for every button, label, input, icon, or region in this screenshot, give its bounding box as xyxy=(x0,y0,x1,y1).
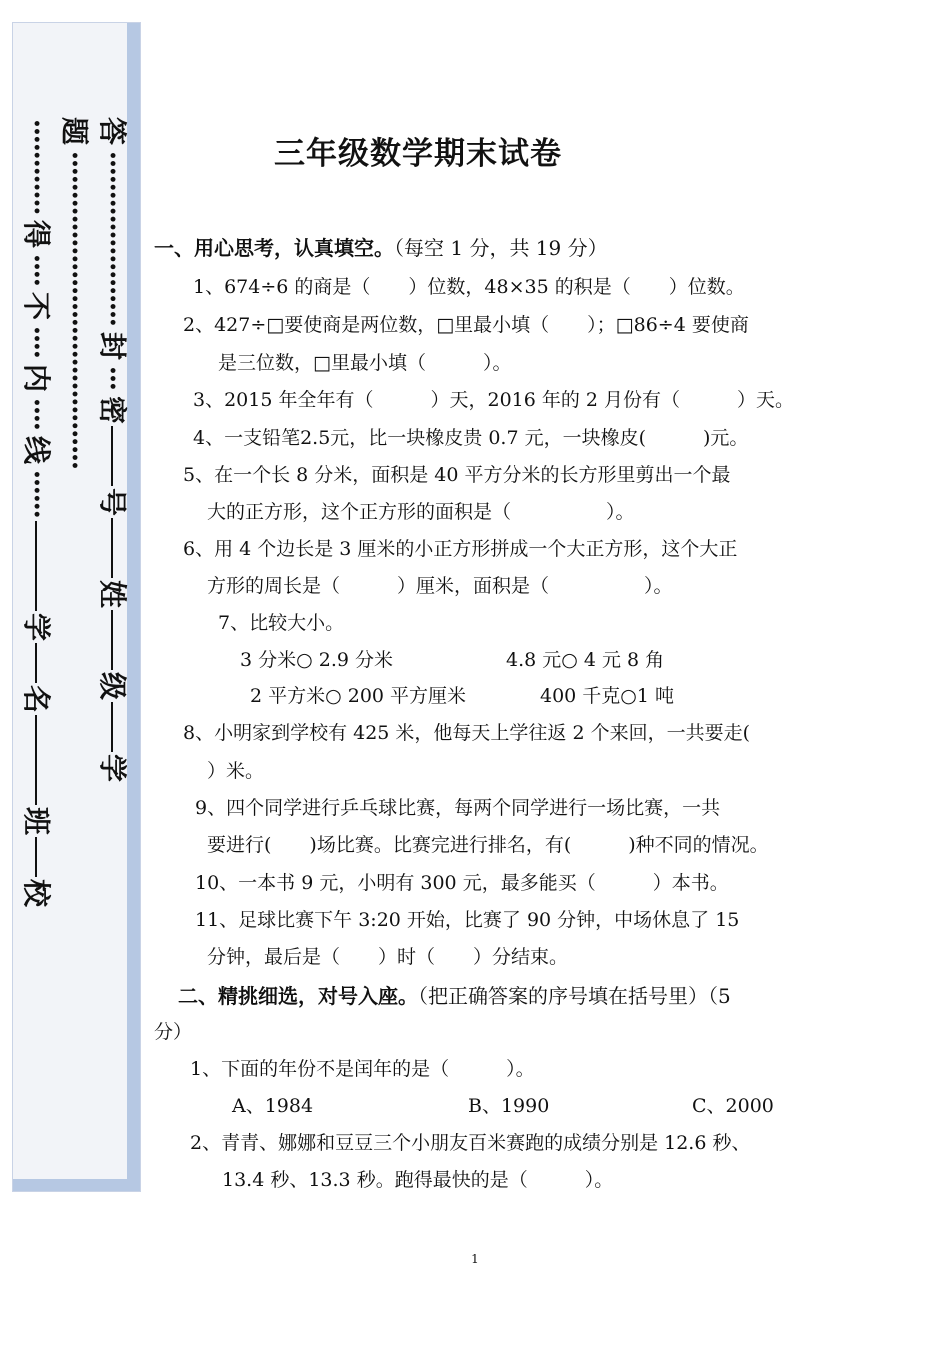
section-1-title: 一、用心思考，认真填空。 xyxy=(154,236,394,260)
section-2-title: 二、精挑细选，对号入座。 xyxy=(178,984,418,1008)
binding-char: 号 xyxy=(95,487,129,516)
binding-char: 线 xyxy=(19,435,53,464)
question-1-5-cont: 大的正方形，这个正方形的面积是（ ）。 xyxy=(207,501,635,523)
section-2-note: （把正确答案的序号填在括号里）（5 xyxy=(418,984,731,1008)
underline xyxy=(111,518,113,578)
dotted-line: •••••••••••••••••••••••••••••••••••••••• xyxy=(66,151,82,469)
question-1-3: 3、2015 年全年有（ ）天，2016 年的 2 月份有（ ）天。 xyxy=(193,389,795,411)
underline xyxy=(35,715,37,805)
binding-char: 级 xyxy=(95,671,129,700)
question-1-9-cont: 要进行( )场比赛。比赛完进行排名，有( )种不同的情况。 xyxy=(207,834,769,856)
page-number: 1 xyxy=(471,1252,479,1266)
option-b: B、1990 xyxy=(468,1095,550,1117)
binding-char: 密 xyxy=(95,395,129,424)
dotted-line: •••• xyxy=(28,326,44,358)
question-1-9: 9、四个同学进行乒乓球比赛，每两个同学进行一场比赛，一共 xyxy=(195,797,721,819)
question-1-8-cont: ）米。 xyxy=(207,760,265,782)
section-1-heading xyxy=(154,232,608,261)
question-1-8: 8、小明家到学校有 425 米，他每天上学往返 2 个来回，一共要走( xyxy=(183,722,751,744)
dotted-line: •••••••••••••••••••••• xyxy=(104,151,120,326)
question-1-11: 11、足球比赛下午 3:20 开始，比赛了 90 分钟，中场休息了 15 xyxy=(195,909,740,931)
question-1-2-cont: 是三位数，□里最小填（ ）。 xyxy=(218,352,512,374)
binding-bottom-edge xyxy=(13,1179,140,1191)
binding-margin xyxy=(12,22,141,1192)
section-2-heading xyxy=(178,980,731,1009)
question-1-7: 7、比较大小。 xyxy=(218,612,345,634)
option-a: A、1984 xyxy=(232,1095,314,1117)
underline xyxy=(111,610,113,670)
question-1-4: 4、一支铅笔2.5元，比一块橡皮贵 0.7 元，一块橡皮( )元。 xyxy=(193,427,749,449)
binding-char: 学 xyxy=(19,613,53,642)
section-2-note-cont: 分） xyxy=(154,1021,193,1043)
binding-char: 名 xyxy=(19,685,53,714)
exam-title: 三年级数学期末试卷 xyxy=(274,136,562,172)
underline xyxy=(35,521,37,611)
binding-column-left xyxy=(19,115,53,1015)
underline xyxy=(111,702,113,752)
dotted-line: •••••••••••• xyxy=(28,119,44,215)
compare-item-4: 400 千克○1 吨 xyxy=(540,685,675,707)
binding-char: 得 xyxy=(19,220,53,249)
binding-char: 校 xyxy=(19,879,53,908)
compare-item-1: 3 分米○ 2.9 分米 xyxy=(240,649,394,671)
underline xyxy=(35,643,37,683)
dotted-line: •••• xyxy=(28,397,44,430)
compare-item-3: 2 平方米○ 200 平方厘米 xyxy=(250,685,467,707)
question-1-6-cont: 方形的周长是（ ）厘米，面积是（ ）。 xyxy=(207,575,673,597)
dotted-line: •••••• xyxy=(28,469,44,518)
question-1-10: 10、一本书 9 元，小明有 300 元，最多能买（ ）本书。 xyxy=(195,872,729,894)
dotted-line: •••• xyxy=(28,254,44,287)
binding-column-mid xyxy=(57,115,91,1015)
binding-char: 答 xyxy=(95,116,129,146)
binding-char: 题 xyxy=(57,116,91,146)
question-2-1: 1、下面的年份不是闰年的是（ ）。 xyxy=(190,1058,535,1080)
underline xyxy=(35,837,37,877)
binding-char: 学 xyxy=(95,753,129,782)
binding-char: 封 xyxy=(95,331,129,360)
binding-char: 班 xyxy=(19,807,53,836)
compare-item-2: 4.8 元○ 4 元 8 角 xyxy=(506,649,665,671)
dotted-line: ••• xyxy=(104,365,120,390)
question-2-2-cont: 13.4 秒、13.3 秒。跑得最快的是（ ）。 xyxy=(222,1169,614,1191)
question-2-2: 2、青青、娜娜和豆豆三个小朋友百米赛跑的成绩分别是 12.6 秒、 xyxy=(190,1132,751,1154)
binding-char: 姓 xyxy=(95,579,129,608)
question-1-2: 2、427÷□要使商是两位数，□里最小填（ ）；□86÷4 要使商 xyxy=(183,314,749,336)
question-1-11-cont: 分钟，最后是（ ）时（ ）分结束。 xyxy=(207,946,569,968)
section-1-note: （每空 1 分，共 19 分） xyxy=(394,236,608,260)
binding-char: 不 xyxy=(19,292,53,321)
option-c: C、2000 xyxy=(692,1095,774,1117)
question-1-1: 1、674÷6 的商是（ ）位数，48×35 的积是（ ）位数。 xyxy=(193,276,745,298)
question-1-5: 5、在一个长 8 分米，面积是 40 平方分米的长方形里剪出一个最 xyxy=(183,464,731,486)
binding-column-right xyxy=(95,115,129,1015)
binding-char: 内 xyxy=(19,363,53,392)
question-1-6: 6、用 4 个边长是 3 厘米的小正方形拼成一个大正方形，这个大正 xyxy=(183,538,738,560)
underline xyxy=(111,426,113,486)
